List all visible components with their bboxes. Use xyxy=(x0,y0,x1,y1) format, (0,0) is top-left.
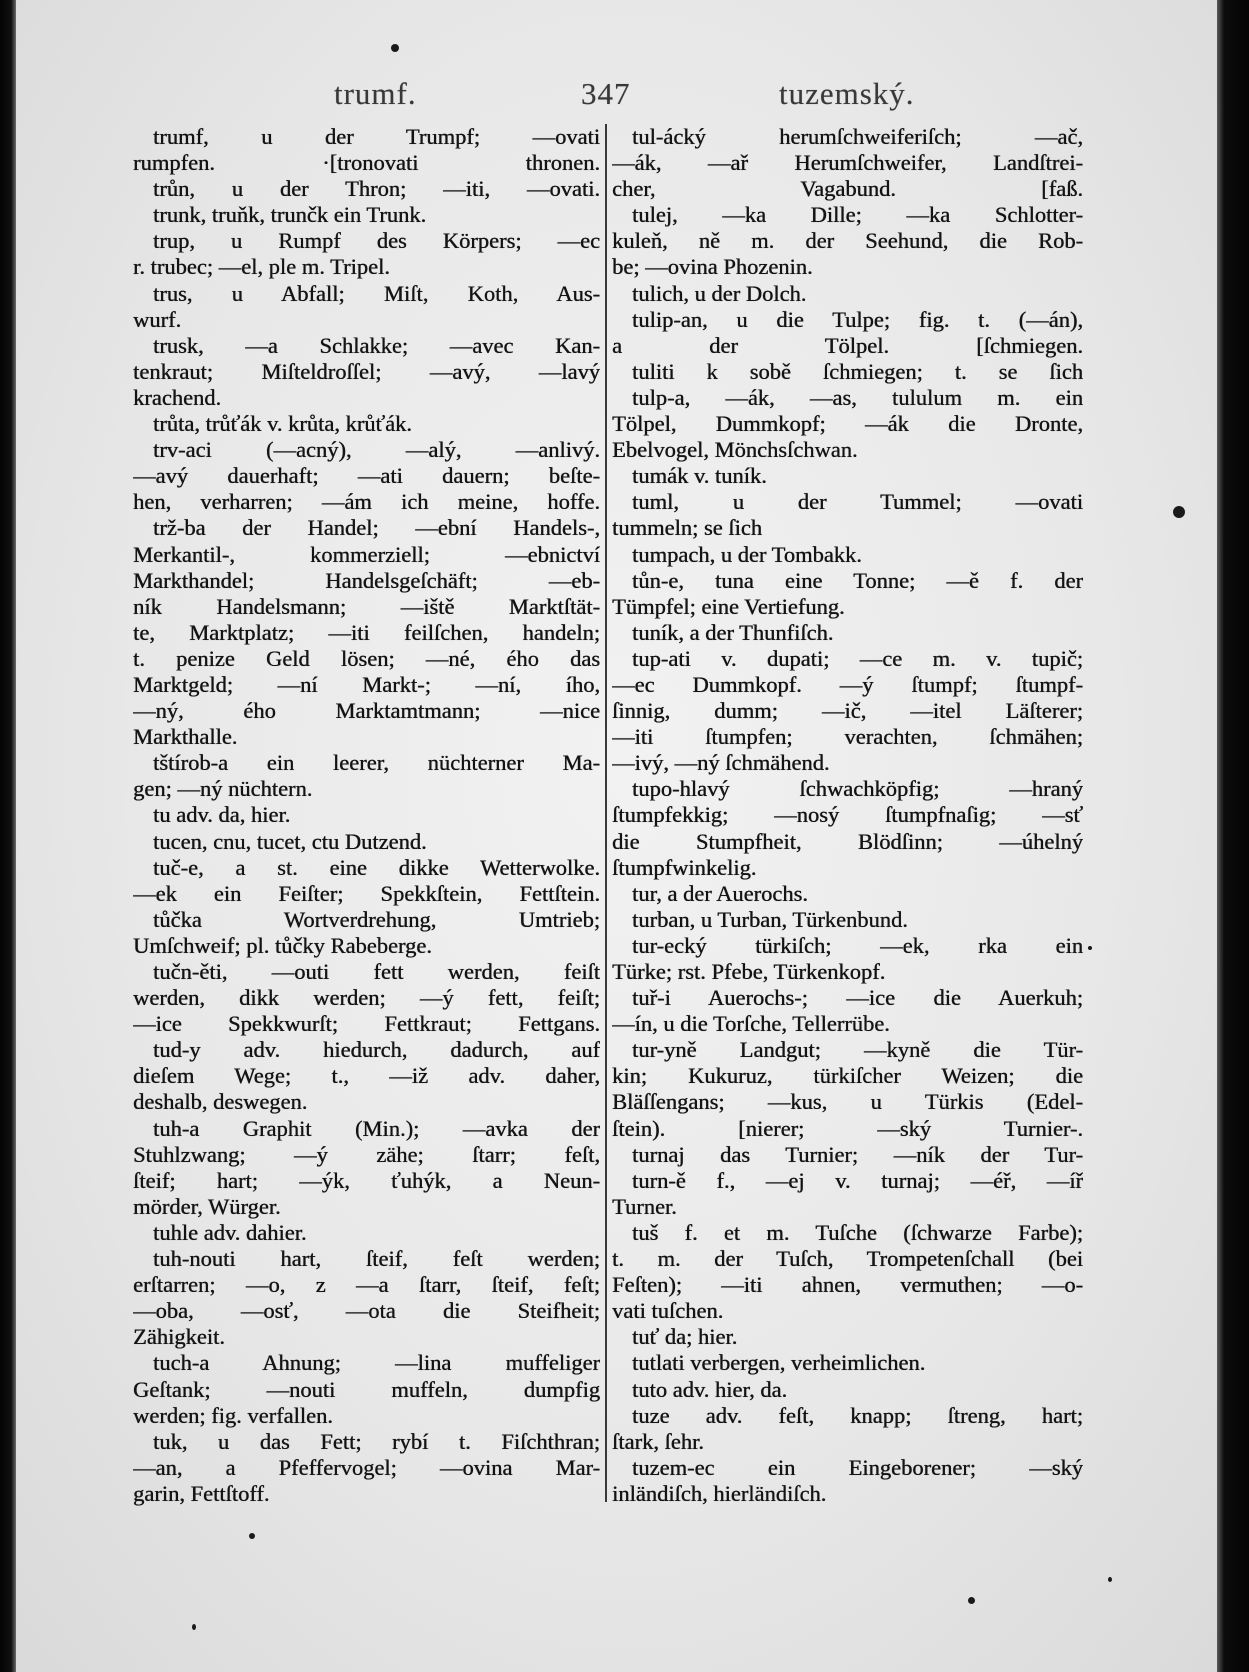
dictionary-line: trůn, u der Thron; —iti, —ovati. xyxy=(153,176,600,202)
dictionary-line: ſteif; hart; —ýk, ťuhýk, a Neun- xyxy=(133,1167,600,1193)
dictionary-line: kin; Kukuruz, türkiſcher Weizen; die xyxy=(612,1063,1083,1089)
dictionary-line: tulip-an, u die Tulpe; fig. t. (—án), xyxy=(632,306,1083,332)
dictionary-line: trůta, trůťák v. krůta, krůťák. xyxy=(153,411,412,437)
dictionary-line: tulej, —ka Dille; —ka Schlotter- xyxy=(632,202,1083,228)
dictionary-line: tuml, u der Tummel; —ovati xyxy=(632,489,1083,515)
dictionary-line: rumpfen. ·[tronovati thronen. xyxy=(133,150,600,176)
dictionary-line: ſtumpfekkig; —nosý ſtumpfnaſig; —sť xyxy=(612,802,1083,828)
dictionary-line: turnaj das Turnier; —ník der Tur- xyxy=(632,1141,1083,1167)
dictionary-line: Feſten); —iti ahnen, vermuthen; —o- xyxy=(612,1272,1083,1298)
dictionary-line: vati tuſchen. xyxy=(612,1298,724,1324)
dictionary-line: hen, verharren; —ám ich meine, hoffe. xyxy=(133,489,600,515)
dictionary-line: Marktgeld; —ní Markt-; —ní, ího, xyxy=(133,671,600,697)
dictionary-line: ſtumpfwinkelig. xyxy=(612,854,757,880)
dictionary-line: werden; fig. verfallen. xyxy=(133,1402,333,1428)
dictionary-line: kuleň, ně m. der Seehund, die Rob- xyxy=(612,228,1083,254)
dictionary-line: ník Handelsmann; —iště Marktſtät- xyxy=(133,593,600,619)
ink-speck xyxy=(1088,946,1092,950)
ink-speck xyxy=(1108,1577,1112,1582)
dictionary-line: Türke; rst. Pfebe, Türkenkopf. xyxy=(612,959,886,984)
dictionary-line: trup, u Rumpf des Körpers; —ec xyxy=(153,228,600,254)
dictionary-line: —ice Spekkwurſt; Fettkraut; Fettgans. xyxy=(133,1011,600,1037)
dictionary-line: tuník, a der Thunfiſch. xyxy=(632,619,834,645)
dictionary-line: cher, Vagabund. [faß. xyxy=(612,176,1083,202)
dictionary-line: t. penize Geld lösen; —né, ého das xyxy=(133,645,600,671)
dictionary-line: werden, dikk werden; —ý fett, feiſt; xyxy=(133,985,600,1011)
dictionary-line: tur, a der Auerochs. xyxy=(632,880,808,906)
dictionary-line: tup-ati v. dupati; —ce m. v. tupič; xyxy=(632,645,1083,671)
ink-speck xyxy=(249,1533,255,1539)
dictionary-line: trv-aci (—acný), —alý, —anlivý. xyxy=(153,437,600,463)
dictionary-line: ſtein). [nierer; —ský Turnier-. xyxy=(612,1115,1083,1141)
dictionary-line: tutlati verbergen, verheimlichen. xyxy=(632,1350,926,1376)
dictionary-line: tuh-nouti hart, ſteif, feſt werden; xyxy=(153,1246,600,1272)
dictionary-line: Markthalle. xyxy=(133,724,238,750)
dictionary-line: —ný, ého Marktamtmann; —nice xyxy=(133,698,600,724)
dictionary-line: tur-yně Landgut; —kyně die Tür- xyxy=(632,1037,1083,1063)
dictionary-line: erſtarren; —o, z —a ſtarr, ſteif, feſt; xyxy=(133,1272,600,1298)
dictionary-line: turban, u Turban, Türkenbund. xyxy=(632,906,908,932)
dictionary-line: gen; —ný nüchtern. xyxy=(133,776,313,802)
dictionary-line: —oba, —osť, —ota die Steifheit; xyxy=(133,1298,600,1324)
dictionary-line: Stuhlzwang; —ý zähe; ſtarr; feſt, xyxy=(133,1141,600,1167)
page-number: 347 xyxy=(581,76,631,111)
dictionary-line: tuliti k sobě ſchmiegen; t. se ſich xyxy=(632,358,1083,384)
running-head-left: trumf. xyxy=(334,76,417,111)
dictionary-line: te, Marktplatz; —iti feilſchen, handeln; xyxy=(133,619,600,645)
dictionary-line: tumpach, u der Tombakk. xyxy=(632,541,862,567)
scan-edge-left xyxy=(0,0,16,1672)
dictionary-line: Geſtank; —nouti muffeln, dumpfig xyxy=(133,1376,600,1402)
dictionary-line: trž-ba der Handel; —ební Handels-, xyxy=(153,515,600,541)
dictionary-line: deshalb, deswegen. xyxy=(133,1089,308,1115)
dictionary-line: Zähigkeit. xyxy=(133,1324,225,1350)
dictionary-line: tupo-hlavý ſchwachköpfig; —hraný xyxy=(632,776,1083,802)
dictionary-line: Merkantil-, kommerziell; —ebnictví xyxy=(133,541,600,567)
dictionary-line: Markthandel; Handelsgeſchäft; —eb- xyxy=(133,567,600,593)
dictionary-line: Tölpel, Dummkopf; —ák die Dronte, xyxy=(612,411,1083,437)
dictionary-line: tulich, u der Dolch. xyxy=(632,280,807,306)
dictionary-line: Turner. xyxy=(612,1193,677,1219)
dictionary-line: die Stumpfheit, Blödſinn; —úhelný xyxy=(612,828,1083,854)
dictionary-line: tuze adv. feſt, knapp; ſtreng, hart; xyxy=(632,1402,1083,1428)
dictionary-line: tuk, u das Fett; rybí t. Fiſchthran; xyxy=(153,1428,600,1454)
dictionary-line: tu adv. da, hier. xyxy=(153,802,291,828)
dictionary-line: —avý dauerhaft; —ati dauern; beſte- xyxy=(133,463,600,489)
dictionary-line: t. m. der Tuſch, Trompetenſchall (bei xyxy=(612,1246,1083,1272)
ink-speck xyxy=(391,44,399,52)
dictionary-line: r. trubec; —el, ple m. Tripel. xyxy=(133,254,390,280)
ink-speck xyxy=(968,1597,975,1604)
dictionary-line: ſtark, ſehr. xyxy=(612,1428,704,1454)
dictionary-line: tuš f. et m. Tuſche (ſchwarze Farbe); xyxy=(632,1219,1083,1245)
column-divider xyxy=(605,124,607,1502)
dictionary-line: tuh-a Graphit (Min.); —avka der xyxy=(153,1115,600,1141)
dictionary-line: tuč-e, a st. eine dikke Wetterwolke. xyxy=(153,854,600,880)
dictionary-line: wurf. xyxy=(133,306,182,332)
dictionary-line: trunk, truňk, trunčk ein Trunk. xyxy=(153,202,427,228)
right-column xyxy=(612,124,1083,1507)
dictionary-line: Bläſſengans; —kus, u Türkis (Edel- xyxy=(612,1089,1083,1115)
dictionary-line: tuhle adv. dahier. xyxy=(153,1219,307,1245)
dictionary-line: garin, Fettſtoff. xyxy=(133,1480,270,1506)
scan-edge-right xyxy=(1217,0,1249,1672)
dictionary-line: —ek ein Feiſter; Spekkſtein, Fettſtein. xyxy=(133,880,600,906)
dictionary-line: tuzem-ec ein Eingeborener; —ský xyxy=(632,1454,1083,1480)
dictionary-line: —ec Dummkopf. —ý ſtumpf; ſtumpf- xyxy=(612,671,1083,697)
dictionary-line: tuť da; hier. xyxy=(632,1324,738,1350)
dictionary-line: Ebelvogel, Mönchsſchwan. xyxy=(612,437,858,463)
dictionary-line: —ák, —ař Herumſchweifer, Landſtrei- xyxy=(612,150,1083,176)
ink-speck xyxy=(1173,506,1185,518)
running-head-right: tuzemský. xyxy=(779,76,915,111)
dictionary-line: ſinnig, dumm; —ič, —itel Läſterer; xyxy=(612,698,1083,724)
dictionary-line: tul-ácký herumſchweiferiſch; —ač, xyxy=(632,124,1083,149)
dictionary-line: —ivý, —ný ſchmähend. xyxy=(612,750,830,776)
dictionary-line: tštírob-a ein leerer, nüchterner Ma- xyxy=(153,750,600,776)
dictionary-line: tummeln; se ſich xyxy=(612,515,762,541)
dictionary-line: tuch-a Ahnung; —lina muffeliger xyxy=(153,1350,600,1376)
dictionary-line: turn-ě f., —ej v. turnaj; —éř, —íř xyxy=(632,1167,1083,1193)
dictionary-line: tůn-e, tuna eine Tonne; —ě f. der xyxy=(632,567,1083,593)
dictionary-line: trumf, u der Trumpf; —ovati xyxy=(153,124,600,149)
dictionary-line: —an, a Pfeffervogel; —ovina Mar- xyxy=(133,1454,600,1480)
dictionary-line: inländiſch, hierländiſch. xyxy=(612,1480,827,1506)
dictionary-line: dieſem Wege; t., —iž adv. daher, xyxy=(133,1063,600,1089)
dictionary-line: a der Tölpel. [ſchmiegen. xyxy=(612,332,1083,358)
dictionary-line: tucen, cnu, tucet, ctu Dutzend. xyxy=(153,828,427,854)
dictionary-line: krachend. xyxy=(133,384,222,410)
dictionary-line: tenkraut; Miſteldroſſel; —avý, —lavý xyxy=(133,358,600,384)
dictionary-line: —ín, u die Torſche, Tellerrübe. xyxy=(612,1011,890,1037)
dictionary-line: tur-ecký türkiſch; —ek, rka ein xyxy=(632,932,1083,958)
dictionary-line: tůčka Wortverdrehung, Umtrieb; xyxy=(153,906,600,932)
dictionary-line: tuto adv. hier, da. xyxy=(632,1376,788,1402)
dictionary-line: mörder, Würger. xyxy=(133,1193,281,1219)
dictionary-line: trusk, —a Schlakke; —avec Kan- xyxy=(153,332,600,358)
dictionary-line: Tümpfel; eine Vertiefung. xyxy=(612,593,845,619)
dictionary-line: be; —ovina Phozenin. xyxy=(612,254,813,280)
dictionary-line: tuř-i Auerochs-; —ice die Auerkuh; xyxy=(632,985,1083,1011)
left-column xyxy=(133,124,600,1507)
dictionary-line: tud-y adv. hiedurch, dadurch, auf xyxy=(153,1037,600,1063)
dictionary-line: tumák v. tuník. xyxy=(632,463,767,489)
dictionary-line: tulp-a, —ák, —as, tululum m. ein xyxy=(632,384,1083,410)
dictionary-line: —iti ſtumpfen; verachten, ſchmähen; xyxy=(612,724,1083,750)
ink-speck xyxy=(192,1624,196,1630)
dictionary-line: tučn-ěti, —outi fett werden, feiſt xyxy=(153,959,600,984)
dictionary-line: trus, u Abfall; Miſt, Koth, Aus- xyxy=(153,280,600,306)
dictionary-line: Umſchweif; pl. tůčky Rabeberge. xyxy=(133,932,432,958)
